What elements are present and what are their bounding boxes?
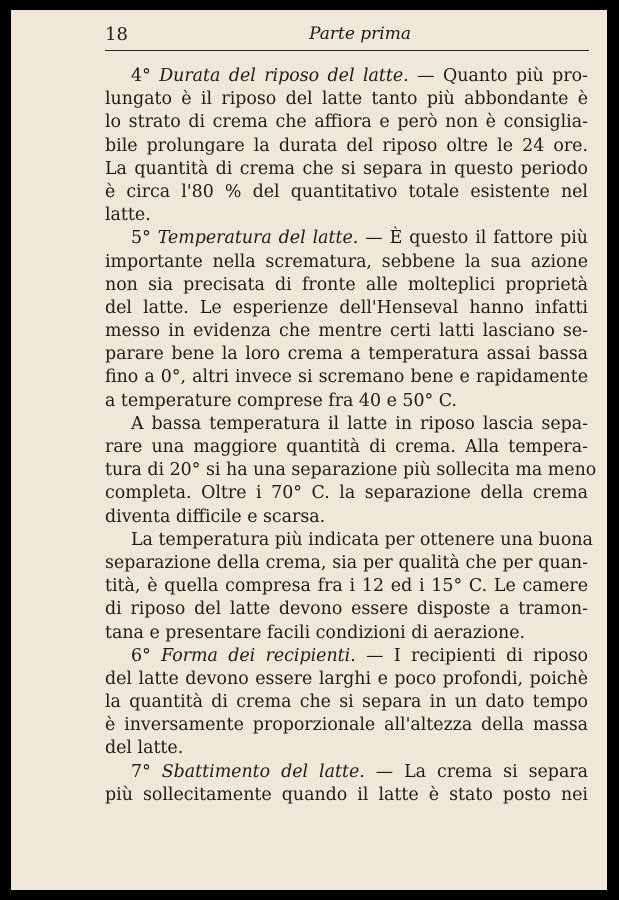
text-line	[105, 343, 588, 366]
text-segment: rare una maggiore quantità di crema. Alla tempera-	[105, 437, 588, 457]
text-segment: La temperatura più indicata per ottenere una buona	[131, 529, 593, 550]
text-segment: non sia precisata di fronte alle molteplici proprietà	[105, 274, 588, 295]
text-line	[105, 506, 588, 529]
text-segment: è inversamente proporzionale all'altezza della massa	[105, 715, 588, 736]
section-heading: Durata del riposo del latte.	[159, 66, 409, 86]
text-segment: tità, è quella compresa fra i 12 ed i 15° C. Le camere	[105, 576, 588, 597]
text-segment: del latte. Le esperienze dell'Henseval hanno infatti	[105, 297, 588, 318]
text-line	[105, 761, 588, 784]
text-segment: lo strato di crema che affiora e però non è consiglia-	[105, 112, 588, 133]
page-number: 18	[105, 24, 128, 45]
text-segment: del latte.	[105, 738, 184, 759]
text-segment: diventa difficile e scarsa.	[105, 506, 326, 527]
text-line	[105, 251, 588, 274]
section-heading: Temperatura del latte.	[157, 228, 359, 249]
text-segment: completa. Oltre i 70° C. la separazione della crema	[105, 483, 588, 504]
text-line	[105, 390, 588, 413]
text-line	[105, 714, 588, 737]
text-segment: — I recipienti di riposo	[355, 645, 588, 666]
text-line	[105, 366, 588, 389]
text-line	[105, 529, 593, 552]
text-segment: 4°	[131, 66, 160, 86]
text-line	[105, 668, 588, 691]
text-line	[105, 227, 588, 250]
text-line	[105, 459, 597, 482]
text-segment: latte.	[105, 205, 151, 226]
text-segment: più sollecitamente quando il latte è stato posto nei	[105, 784, 588, 805]
text-segment: 7°	[131, 761, 162, 782]
text-line	[105, 274, 588, 297]
text-segment: è circa l'80 % del quantitativo totale esistente nel	[105, 181, 588, 202]
text-line	[105, 575, 588, 598]
page-header	[105, 22, 589, 51]
text-line	[105, 482, 588, 505]
text-line	[105, 436, 588, 459]
text-line	[105, 204, 588, 227]
text-segment: — La crema si separa	[364, 761, 588, 782]
text-line	[105, 622, 588, 645]
text-line	[105, 297, 588, 320]
text-segment: lungato è il riposo del latte tanto più abbondante è	[105, 89, 588, 110]
text-line	[105, 737, 588, 760]
text-line	[105, 645, 588, 668]
text-segment: tura di 20° si ha una separazione più sollecita ma meno	[105, 460, 597, 481]
book-page	[11, 10, 607, 890]
text-line	[105, 598, 588, 621]
text-line	[105, 158, 588, 181]
text-segment: del latte devono essere larghi e poco profondi, poichè	[105, 668, 588, 689]
text-segment: separazione della crema, sia per qualità che per quan-	[105, 552, 588, 573]
text-segment: 6°	[131, 645, 162, 666]
text-line	[105, 65, 588, 88]
text-line	[105, 691, 588, 714]
text-segment: di riposo del latte devono essere disposte a tramon-	[105, 599, 588, 620]
text-segment: — Quanto più pro-	[408, 66, 588, 86]
text-segment: importante nella scrematura, sebbene la sua azione	[105, 251, 588, 272]
text-segment: La quantità di crema che si separa in questo periodo	[105, 158, 588, 179]
text-line	[105, 320, 588, 343]
text-segment: a temperature comprese fra 40 e 50° C.	[105, 390, 457, 411]
section-heading: Sbattimento del latte.	[161, 761, 365, 782]
running-head: Parte prima	[309, 24, 411, 44]
text-segment: parare bene la loro crema a temperatura assai bassa	[105, 344, 588, 365]
text-segment: — È questo il fattore più	[358, 228, 589, 249]
text-line	[105, 88, 588, 111]
text-segment: fino a 0°, altri invece si scremano bene e rapidamente	[105, 367, 588, 388]
section-heading: Forma dei recipienti.	[161, 645, 356, 666]
text-line	[105, 784, 588, 807]
text-segment: la quantità di crema che si separa in un dato tempo	[105, 692, 588, 713]
text-segment: messo in evidenza che mentre certi latti lasciano se-	[105, 321, 588, 342]
text-line	[105, 135, 588, 158]
text-line	[105, 111, 588, 134]
text-segment: A bassa temperatura il latte in riposo lascia sepa-	[131, 413, 588, 434]
text-line	[105, 552, 588, 575]
text-line	[105, 413, 588, 436]
text-segment: bile prolungare la durata del riposo oltre le 24 ore.	[105, 135, 588, 156]
text-line	[105, 181, 588, 204]
text-segment: tana e presentare facili condizioni di aerazione.	[105, 622, 526, 643]
body-text	[105, 65, 597, 807]
text-segment: 5°	[131, 228, 158, 249]
